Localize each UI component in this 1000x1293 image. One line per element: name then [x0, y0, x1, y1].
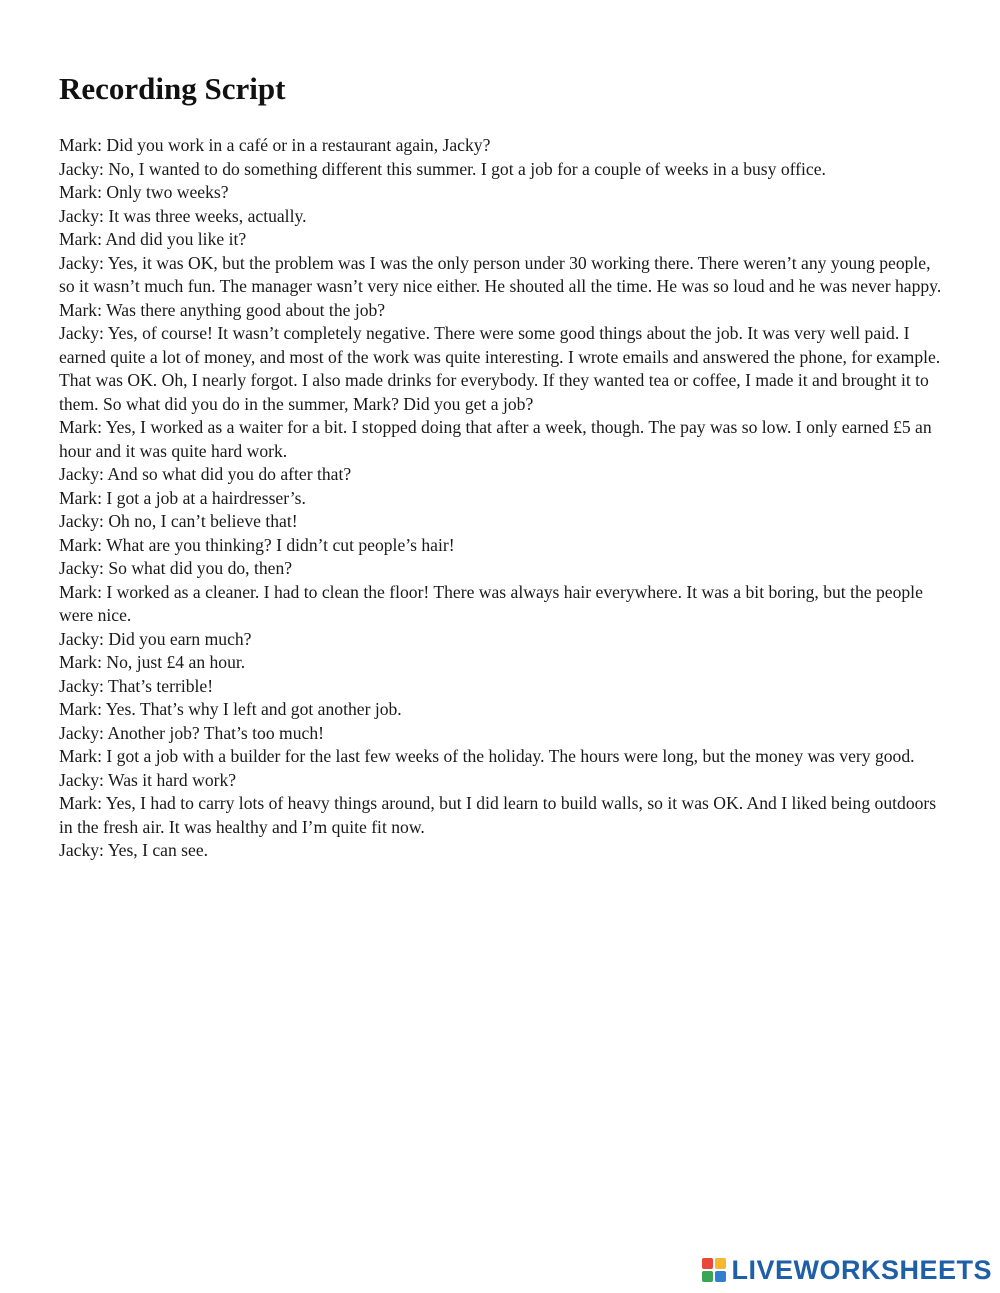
script-line: Mark: Yes. That’s why I left and got another job. [59, 699, 402, 719]
script-line: Jacky: Yes, of course! It wasn’t completely negative. There were some good things about the job. It was very well paid. I earned quite a lot of money, and most of the work was quite interesting. I wrote emails and answered the phone, for example. That was OK. Oh, I nearly forgot. I also made drinks for everybody. If they wanted tea or coffee, I made it and brought it to them. So what did you do in the summer, Mark? Did you get a job? [59, 323, 941, 414]
script-line: Mark: No, just £4 an hour. [59, 652, 246, 672]
script-line: Jacky: Oh no, I can’t believe that! [59, 511, 298, 531]
liveworksheets-wordmark: LIVEWORKSHEETS [731, 1255, 992, 1285]
script-line: Jacky: And so what did you do after that? [59, 464, 352, 484]
logo-square-3 [702, 1271, 713, 1282]
script-line: Jacky: Was it hard work? [59, 769, 237, 790]
liveworksheets-branding [702, 1255, 992, 1285]
script-line: Jacky: No, I wanted to do something different this summer. I got a job for a couple of weeks in a busy office. [59, 158, 826, 179]
script-line: Jacky: Yes, it was OK, but the problem was I was the only person under 30 working there. There weren’t any young people, so it wasn’t much fun. The manager wasn’t very nice either. He shouted all the time. He was so loud and he was never happy. [59, 252, 942, 296]
script-line: Mark: Yes, I worked as a waiter for a bit. I stopped doing that after a week, though. The pay was so low. I only earned £5 an hour and it was quite hard work. [59, 417, 932, 461]
recording-script [59, 134, 949, 863]
logo-square-1 [702, 1258, 713, 1269]
script-line: Mark: Was there anything good about the job? [59, 299, 386, 320]
script-line: Jacky: Did you earn much? [59, 628, 252, 649]
script-line: Mark: Yes, I had to carry lots of heavy things around, but I did learn to build walls, so it was OK. And I liked being outdoors in the fresh air. It was healthy and I’m quite fit now. [59, 793, 937, 837]
script-line: Mark: I worked as a cleaner. I had to clean the floor! There was always hair everywhere. It was a bit boring, but the people were nice. [59, 581, 923, 625]
script-line: Jacky: That’s terrible! [59, 675, 214, 696]
script-line: Mark: What are you thinking? I didn’t cut people’s hair! [59, 534, 455, 555]
script-line: Mark: Only two weeks? [59, 182, 229, 202]
script-line: Mark: Did you work in a café or in a restaurant again, Jacky? [59, 135, 491, 155]
page-title: Recording Script [59, 71, 286, 106]
script-line: Mark: And did you like it? [59, 229, 247, 249]
script-line: Jacky: Yes, I can see. [59, 840, 209, 860]
script-line: Mark: I got a job at a hairdresser’s. [59, 487, 306, 508]
script-line: Jacky: It was three weeks, actually. [59, 205, 307, 226]
logo-square-2 [715, 1258, 726, 1269]
script-line: Jacky: So what did you do, then? [59, 558, 293, 578]
script-line: Jacky: Another job? That’s too much! [59, 722, 324, 743]
logo-square-4 [715, 1271, 726, 1282]
script-line: Mark: I got a job with a builder for the last few weeks of the holiday. The hours were long, but the money was very good. [59, 746, 915, 766]
liveworksheets-logo-icon [702, 1258, 726, 1282]
